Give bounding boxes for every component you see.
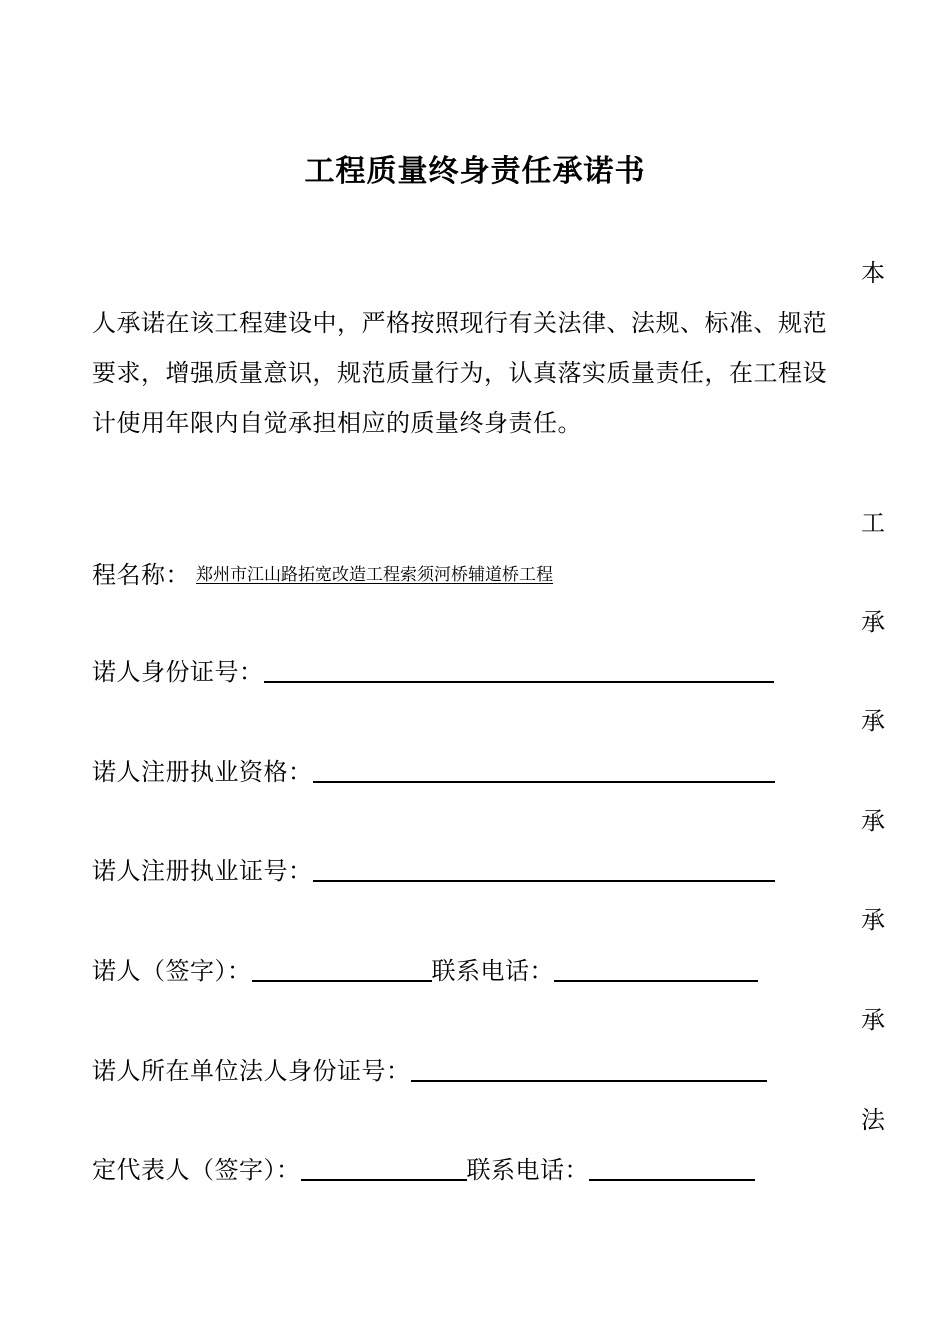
qualification-row bbox=[92, 755, 775, 787]
id-number-blank[interactable] bbox=[264, 655, 774, 683]
project-name-first-char: 工 bbox=[861, 509, 885, 537]
paragraph-line-3: 计使用年限内自觉承担相应的质量终身责任。 bbox=[92, 409, 582, 437]
project-name-value: 郑州市江山路拓宽改造工程索须河桥辅道桥工程 bbox=[196, 565, 553, 585]
id-number-row bbox=[92, 655, 774, 687]
legal-id-first-char: 承 bbox=[861, 1006, 885, 1034]
legal-rep-signature-blank[interactable] bbox=[301, 1153, 467, 1181]
paragraph-line-1: 人承诺在该工程建设中，严格按照现行有关法律、法规、标准、规范 bbox=[92, 309, 827, 337]
legal-rep-first-char: 法 bbox=[861, 1106, 885, 1134]
signature-blank[interactable] bbox=[252, 954, 432, 982]
certificate-label: 诺人注册执业证号： bbox=[92, 857, 313, 885]
signature-first-char: 承 bbox=[861, 906, 885, 934]
signature-label: 诺人（签字）： bbox=[92, 957, 252, 985]
signature-row bbox=[92, 954, 758, 986]
project-name-label: 程名称： bbox=[92, 561, 190, 589]
qualification-label: 诺人注册执业资格： bbox=[92, 758, 313, 786]
phone-label: 联系电话： bbox=[431, 957, 554, 985]
certificate-first-char: 承 bbox=[861, 807, 885, 835]
paragraph-first-char: 本 bbox=[861, 259, 885, 287]
qualification-first-char: 承 bbox=[861, 707, 885, 735]
paragraph-line-2: 要求，增强质量意识，规范质量行为，认真落实质量责任，在工程设 bbox=[92, 359, 827, 387]
phone-blank[interactable] bbox=[554, 954, 758, 982]
certificate-row bbox=[92, 854, 775, 886]
certificate-blank[interactable] bbox=[313, 854, 775, 882]
legal-id-blank[interactable] bbox=[411, 1054, 767, 1082]
project-name-row bbox=[92, 558, 553, 590]
legal-rep-row bbox=[92, 1153, 755, 1185]
legal-id-label: 诺人所在单位法人身份证号： bbox=[92, 1057, 411, 1085]
legal-id-row bbox=[92, 1054, 767, 1086]
id-number-label: 诺人身份证号： bbox=[92, 658, 264, 686]
document-title: 工程质量终身责任承诺书 bbox=[304, 154, 646, 189]
id-number-first-char: 承 bbox=[861, 608, 885, 636]
legal-rep-phone-label: 联系电话： bbox=[466, 1156, 589, 1184]
legal-rep-label: 定代表人（签字）： bbox=[92, 1156, 301, 1184]
qualification-blank[interactable] bbox=[313, 755, 775, 783]
legal-rep-phone-blank[interactable] bbox=[589, 1153, 755, 1181]
